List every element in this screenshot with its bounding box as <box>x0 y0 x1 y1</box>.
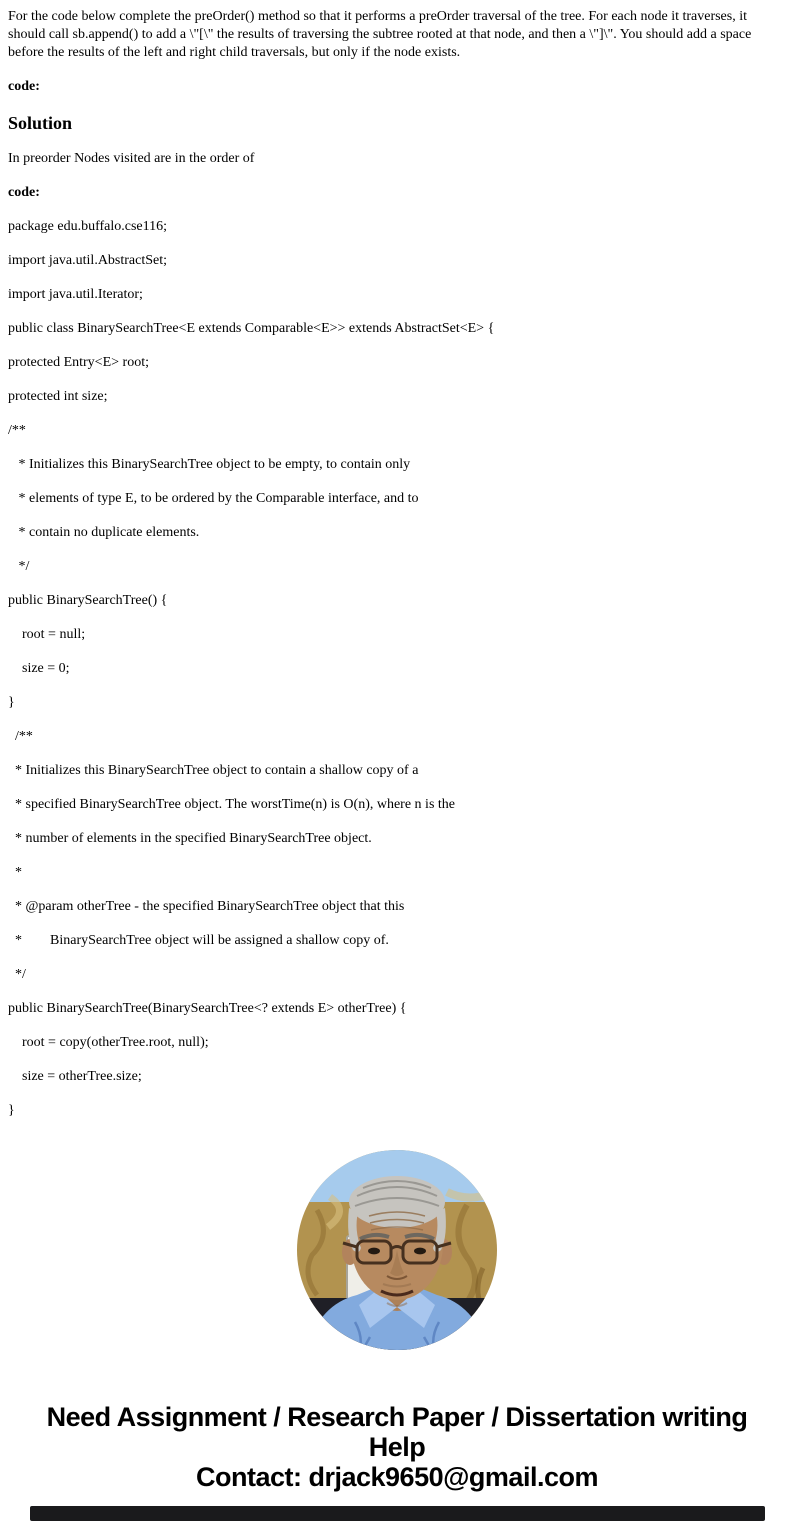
code-line: root = copy(otherTree.root, null); <box>8 1035 209 1050</box>
bottom-progress-bar <box>30 1506 765 1521</box>
code-line: } <box>8 1103 15 1118</box>
solution-heading: Solution <box>8 113 73 133</box>
code-line: * Initializes this BinarySearchTree object to contain a shallow copy of a <box>8 763 419 778</box>
code-line: * @param otherTree - the specified BinarySearchTree object that this <box>8 899 405 914</box>
footer-contact-email: Contact: drjack9650@gmail.com <box>196 1462 598 1492</box>
code-label-solution: code: <box>8 185 40 200</box>
code-line: */ <box>8 967 26 982</box>
code-line: root = null; <box>8 627 86 642</box>
code-line: * <box>8 865 22 880</box>
code-line: * number of elements in the specified BinarySearchTree object. <box>8 831 372 846</box>
footer-banner <box>8 1402 786 1492</box>
code-line: * specified BinarySearchTree object. The worstTime(n) is O(n), where n is the <box>8 797 455 812</box>
code-line: import java.util.AbstractSet; <box>8 253 168 268</box>
code-label-top: code: <box>8 79 40 94</box>
document <box>8 8 786 1521</box>
code-line: size = 0; <box>8 661 70 676</box>
code-line: * elements of type E, to be ordered by the Comparable interface, and to <box>8 491 419 506</box>
code-line: */ <box>8 559 30 574</box>
code-line: * contain no duplicate elements. <box>8 525 200 540</box>
tutor-avatar-photo <box>8 1150 786 1350</box>
solution-intro: In preorder Nodes visited are in the order of <box>8 151 255 166</box>
footer-help-text: Need Assignment / Research Paper / Dissertation writing Help <box>46 1402 748 1462</box>
code-line: protected int size; <box>8 389 108 404</box>
code-line: import java.util.Iterator; <box>8 287 143 302</box>
code-line: public class BinarySearchTree<E extends Comparable<E>> extends AbstractSet<E> { <box>8 321 495 336</box>
question-paragraph: For the code below complete the preOrder() method so that it performs a preOrder traversal of the tree. For each node it traverses, it should call sb.append() to add a \"[\" the results of traversing the subtree rooted at that node, and then a \"]\". You should add a space before the results of the left and right child traversals, but only if the node exists. <box>8 9 752 60</box>
code-line: /** <box>8 423 26 438</box>
code-line: size = otherTree.size; <box>8 1069 142 1084</box>
code-line: /** <box>8 729 33 744</box>
code-line: * BinarySearchTree object will be assigned a shallow copy of. <box>8 933 389 948</box>
avatar-circle-image <box>297 1150 497 1350</box>
code-line: public BinarySearchTree(BinarySearchTree<? extends E> otherTree) { <box>8 1001 407 1016</box>
code-line: protected Entry<E> root; <box>8 355 149 370</box>
code-line: * Initializes this BinarySearchTree object to be empty, to contain only <box>8 457 411 472</box>
code-line: package edu.buffalo.cse116; <box>8 219 167 234</box>
code-line: } <box>8 695 15 710</box>
code-line: public BinarySearchTree() { <box>8 593 168 608</box>
